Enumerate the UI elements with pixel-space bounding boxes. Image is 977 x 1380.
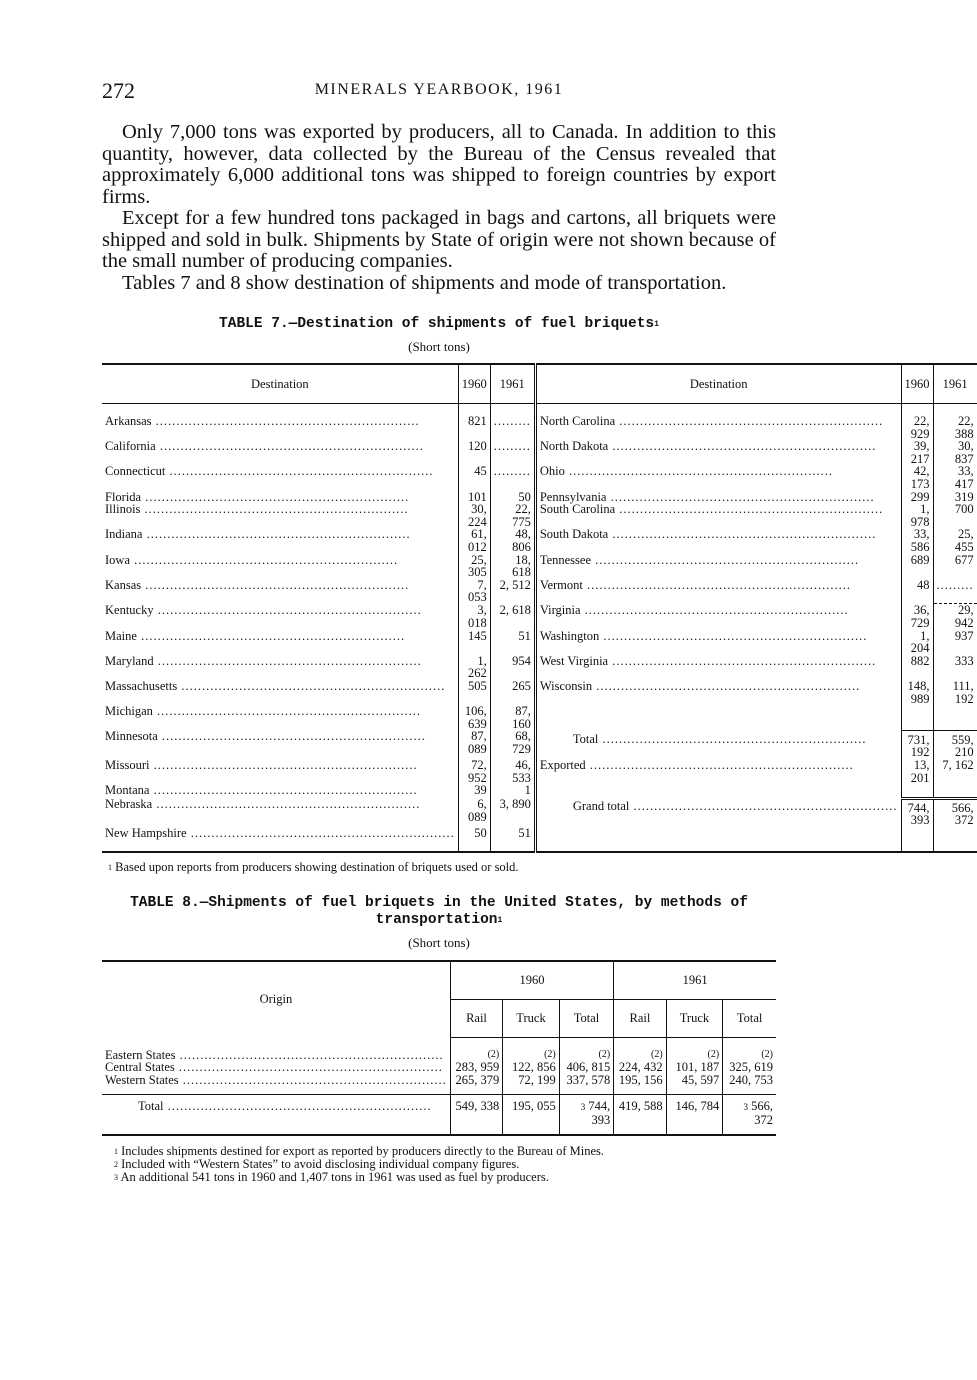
value-cell: 30, 224 — [458, 503, 490, 528]
spacer-cell — [614, 1037, 666, 1049]
row-label: Grand total ..... — [573, 799, 898, 813]
value-cell: 36, 729 — [901, 604, 933, 630]
row-label-cell — [102, 415, 458, 440]
paragraph: Tables 7 and 8 show destination of shipments and mode of transportation. — [122, 271, 727, 294]
value-cell: 72, 199 — [503, 1074, 560, 1087]
col-header-truck: Truck — [503, 999, 560, 1037]
value-cell: 111, 192 — [933, 680, 977, 705]
row-label: Kansas ..... — [105, 578, 409, 592]
value-cell: 22, 388 — [933, 415, 977, 440]
footnote-text: Includes shipments destined for export as reported by producers directly to the Bureau of Mines. — [121, 1143, 604, 1158]
value-cell: 101, 187 — [666, 1061, 723, 1074]
row-label: Total ..... — [138, 1099, 432, 1113]
spacer-cell — [933, 840, 977, 852]
spacer-cell — [666, 1086, 723, 1095]
value-cell: 48, 806 — [490, 528, 535, 553]
table-row — [102, 554, 977, 579]
value-cell: 744, 393 — [901, 798, 933, 827]
value-cell: 29, 942 — [933, 604, 977, 630]
table-row — [102, 630, 977, 655]
value: 146, 784 — [675, 1099, 720, 1114]
table-row — [102, 784, 977, 798]
running-title: MINERALS YEARBOOK, 1961 — [314, 81, 564, 98]
col-header-1960: 1960 — [901, 364, 933, 404]
row-label: Minnesota ..... — [105, 729, 426, 743]
value-cell — [666, 1095, 723, 1135]
row-label: Virginia ..... — [540, 603, 849, 617]
total-row — [102, 1095, 776, 1135]
value-cell: 101 — [458, 491, 490, 504]
col-header-rail: Rail — [450, 999, 502, 1037]
spacer-cell — [559, 1086, 613, 1095]
spacer-cell — [723, 1086, 776, 1095]
empty-cell — [933, 784, 977, 798]
row-label-cell — [102, 528, 458, 553]
row-label: Pennsylvania ..... — [540, 490, 875, 504]
table-row — [102, 798, 977, 827]
paragraph: Only 7,000 tons was exported by producers, all to Canada. In addition to this quantity, however, data collected by the Bureau of the Census revealed that approximately 6,000 additional tons was shipped to foreign countries by export firms. — [102, 121, 776, 208]
table8-body — [102, 1037, 776, 1134]
table8-footnotes — [102, 1145, 776, 1184]
row-label: Florida ..... — [105, 490, 409, 504]
col-header-origin: Origin — [259, 992, 293, 1007]
row-label: Kentucky ..... — [105, 603, 422, 617]
spacer-cell — [490, 840, 535, 852]
col-header-1961: 1961 — [614, 961, 776, 1000]
value-cell: 1, 204 — [901, 630, 933, 655]
value-cell: 25, 455 — [933, 528, 977, 553]
row-label-cell — [535, 655, 901, 680]
value-cell: 33, 417 — [933, 465, 977, 490]
row-label: Ohio ..... — [540, 464, 833, 478]
spacer-cell — [535, 840, 901, 852]
value-cell: 1, 262 — [458, 655, 490, 680]
table7-body — [102, 404, 977, 852]
row-label: Arkansas ..... — [105, 414, 420, 428]
value-cell: 677 — [933, 554, 977, 579]
col-header-rail: Rail — [614, 999, 666, 1037]
row-label-cell — [102, 579, 458, 604]
spacer-cell — [723, 1037, 776, 1049]
value-cell: 7, 053 — [458, 579, 490, 604]
row-label: Western States ..... — [105, 1073, 447, 1087]
spacer-row — [102, 1086, 776, 1095]
value-cell: 689 — [901, 554, 933, 579]
table8-header-row-years — [102, 961, 776, 1000]
body-text — [102, 122, 776, 294]
value-cell: 87, 160 — [490, 705, 535, 730]
row-label-cell — [102, 1095, 450, 1135]
footnote-text: An additional 541 tons in 1960 and 1,407 tons in 1961 was used as fuel by producers. — [120, 1169, 549, 1184]
value-cell: (2) — [450, 1049, 502, 1062]
footnote-mark: 3 — [580, 1102, 586, 1113]
value-cell: (2) — [503, 1049, 560, 1062]
value-cell: 87, 089 — [458, 730, 490, 759]
row-label: Missouri ..... — [105, 758, 418, 772]
value-cell: 700 — [933, 503, 977, 528]
value-cell — [614, 1095, 666, 1135]
table-row — [102, 503, 977, 528]
table-row — [102, 827, 977, 840]
value-cell — [723, 1095, 776, 1135]
value-cell: 566, 372 — [933, 798, 977, 827]
value-cell: 299 — [901, 491, 933, 504]
value-cell: 39, 217 — [901, 440, 933, 465]
row-label-cell — [535, 528, 901, 553]
row-label-cell — [535, 730, 901, 759]
row-label-cell — [535, 465, 901, 490]
running-head — [102, 74, 776, 104]
col-header-destination: Destination — [535, 364, 901, 404]
spacer-cell — [458, 840, 490, 852]
row-label-cell — [102, 784, 458, 798]
row-label: Exported ..... — [540, 758, 854, 772]
row-label-cell — [102, 827, 458, 840]
table-row — [102, 730, 977, 759]
value: 744, 393 — [588, 1099, 611, 1127]
value-cell: 18, 618 — [490, 554, 535, 579]
value-cell: 33, 586 — [901, 528, 933, 553]
value-cell: 39 — [458, 784, 490, 798]
value-cell: (2) — [559, 1049, 613, 1062]
page-number: 272 — [102, 78, 135, 103]
value-cell: ......... — [490, 415, 535, 440]
row-label-cell — [102, 630, 458, 655]
table7 — [102, 363, 977, 853]
row-label: West Virginia ..... — [540, 654, 876, 668]
value: 566, 372 — [751, 1099, 773, 1127]
table-row — [102, 705, 977, 730]
value-cell: 51 — [490, 827, 535, 840]
value-cell: 122, 856 — [503, 1061, 560, 1074]
value-cell: 559, 210 — [933, 730, 977, 759]
col-header-truck: Truck — [666, 999, 723, 1037]
table7-title — [102, 316, 776, 333]
footnote — [114, 1171, 776, 1184]
value-cell: 319 — [933, 491, 977, 504]
table-row — [102, 579, 977, 604]
value-cell — [559, 1095, 613, 1135]
value-cell: (2) — [614, 1049, 666, 1062]
row-label: Total ..... — [573, 732, 867, 746]
row-label: Vermont ..... — [540, 578, 851, 592]
value-cell: ......... — [490, 465, 535, 490]
row-label: North Carolina ..... — [540, 414, 883, 428]
paragraph: Except for a few hundred tons packaged in bags and cartons, all briquets were shipped and sold in bulk. Shipments by State of origin were not shown because of the small number of producing companies. — [102, 207, 776, 272]
row-label: South Carolina ..... — [540, 502, 883, 516]
table-row — [102, 528, 977, 553]
row-label: Indiana ..... — [105, 527, 411, 541]
row-label: Maine ..... — [105, 629, 405, 643]
table7-footnote — [102, 861, 776, 874]
value-cell: 954 — [490, 655, 535, 680]
spacer-cell — [503, 1037, 560, 1049]
table8-title-line2 — [102, 912, 776, 929]
spacer-cell — [102, 840, 458, 852]
table-row — [102, 604, 977, 630]
spacer-cell — [102, 1086, 450, 1095]
row-label: Illinois ..... — [105, 502, 409, 516]
footnote-mark: 1 — [108, 862, 112, 872]
empty-cell — [535, 705, 901, 730]
table-row — [102, 759, 977, 784]
value-cell: 22, 775 — [490, 503, 535, 528]
value-cell: 265, 379 — [450, 1074, 502, 1087]
footnote-mark: 3 — [114, 1172, 118, 1182]
col-header-1960: 1960 — [450, 961, 613, 1000]
row-label: Michigan ..... — [105, 704, 421, 718]
value-cell: 25, 305 — [458, 554, 490, 579]
row-label-cell — [102, 1074, 450, 1087]
col-header-total: Total — [559, 999, 613, 1037]
value-cell: 68, 729 — [490, 730, 535, 759]
table8-units: (Short tons) — [408, 934, 470, 950]
row-label-cell — [102, 440, 458, 465]
value-cell: 325, 619 — [723, 1061, 776, 1074]
value: 549, 338 — [455, 1099, 500, 1114]
col-header-total: Total — [723, 999, 776, 1037]
col-header-1961: 1961 — [490, 364, 535, 404]
value-cell — [450, 1095, 502, 1135]
value-cell: 731, 192 — [901, 730, 933, 759]
row-label-cell — [535, 680, 901, 705]
spacer-cell — [450, 1086, 502, 1095]
table7-header-row — [102, 364, 977, 404]
table8-title — [102, 895, 776, 929]
row-label-cell — [535, 554, 901, 579]
table-row — [102, 440, 977, 465]
row-label-cell — [535, 604, 901, 630]
table7-title-text: TABLE 7.—Destination of shipments of fuel briquets — [219, 316, 655, 332]
row-label: Eastern States ..... — [105, 1048, 444, 1062]
row-label-cell — [102, 655, 458, 680]
col-header-1960: 1960 — [458, 364, 490, 404]
value-cell: 106, 639 — [458, 705, 490, 730]
value: 195, 055 — [512, 1099, 556, 1114]
value-cell: 2, 512 — [490, 579, 535, 604]
value-cell: 821 — [458, 415, 490, 440]
value-cell: 882 — [901, 655, 933, 680]
table-row — [102, 415, 977, 440]
value-cell: 72, 952 — [458, 759, 490, 784]
row-label: Washington ..... — [540, 629, 868, 643]
row-label: South Dakota ..... — [540, 527, 877, 541]
value-cell: 6, 089 — [458, 798, 490, 827]
row-label: Central States ..... — [105, 1060, 443, 1074]
value-cell: 240, 753 — [723, 1074, 776, 1087]
value-cell: 145 — [458, 630, 490, 655]
value-cell: 1 — [490, 784, 535, 798]
row-label: Wisconsin ..... — [540, 679, 860, 693]
row-label-cell — [535, 759, 901, 784]
col-header-1961: 1961 — [933, 364, 977, 404]
table-row — [102, 655, 977, 680]
footnote-mark: 2 — [114, 1159, 118, 1169]
value-cell: 333 — [933, 655, 977, 680]
empty-cell — [901, 705, 933, 730]
value-cell: 50 — [458, 827, 490, 840]
row-label-cell — [102, 680, 458, 705]
row-label-cell — [102, 503, 458, 528]
value-cell: (2) — [723, 1049, 776, 1062]
footnote-text: Based upon reports from producers showing destination of briquets used or sold. — [115, 859, 519, 874]
value-cell: 61, 012 — [458, 528, 490, 553]
row-label: Montana ..... — [105, 783, 418, 797]
value-cell — [503, 1095, 560, 1135]
row-label-cell — [102, 604, 458, 630]
value-cell: 195, 156 — [614, 1074, 666, 1087]
value-cell: 1, 978 — [901, 503, 933, 528]
value-cell: 45 — [458, 465, 490, 490]
table7-title-note: 1 — [654, 320, 659, 329]
value-cell: 265 — [490, 680, 535, 705]
value-cell: 337, 578 — [559, 1074, 613, 1087]
value-cell: 3, 890 — [490, 798, 535, 827]
row-label: Connecticut ..... — [105, 464, 434, 478]
row-label-cell — [102, 705, 458, 730]
value-cell: 2, 618 — [490, 604, 535, 630]
row-label: Tennessee ..... — [540, 553, 859, 567]
row-label-cell — [102, 465, 458, 490]
row-label-cell — [102, 798, 458, 827]
row-label-cell — [535, 798, 901, 827]
row-label-cell — [535, 440, 901, 465]
empty-cell — [901, 784, 933, 798]
row-label: North Dakota ..... — [540, 439, 877, 453]
value-cell: 30, 837 — [933, 440, 977, 465]
row-label-cell — [535, 503, 901, 528]
value-cell: ......... — [933, 579, 977, 604]
table7-section — [102, 316, 974, 874]
table8-title-line1: TABLE 8.—Shipments of fuel briquets in the United States, by methods of — [130, 894, 748, 911]
value-cell: 45, 597 — [666, 1074, 723, 1087]
empty-cell — [901, 827, 933, 840]
row-label-cell — [535, 630, 901, 655]
spacer-cell — [614, 1086, 666, 1095]
value-cell: 148, 989 — [901, 680, 933, 705]
table8-title-line2-text: transportation — [375, 911, 498, 928]
empty-cell — [933, 827, 977, 840]
value-cell: 937 — [933, 630, 977, 655]
table7-units: (Short tons) — [408, 339, 470, 354]
table-row — [102, 465, 977, 490]
row-label-cell — [102, 554, 458, 579]
value: 419, 588 — [618, 1099, 663, 1114]
value-cell: 46, 533 — [490, 759, 535, 784]
value-cell: 406, 815 — [559, 1061, 613, 1074]
value-cell: 22, 929 — [901, 415, 933, 440]
table-row — [102, 680, 977, 705]
value-cell: ......... — [490, 440, 535, 465]
footnote-text: Included with “Western States” to avoid disclosing individual company figures. — [121, 1156, 520, 1171]
spacer-cell — [559, 1037, 613, 1049]
document-page — [102, 74, 974, 1184]
table8 — [102, 960, 776, 1136]
empty-cell — [535, 827, 901, 840]
value-cell: 283, 959 — [450, 1061, 502, 1074]
value-cell: 13, 201 — [901, 759, 933, 784]
spacer-cell — [666, 1037, 723, 1049]
table8-section — [102, 895, 776, 1184]
row-label: Massachusetts ..... — [105, 679, 445, 693]
row-label: Nebraska ..... — [105, 797, 420, 811]
spacer-row — [102, 840, 977, 852]
value-cell: 505 — [458, 680, 490, 705]
footnote-mark: 1 — [114, 1146, 118, 1156]
value-cell: 3, 018 — [458, 604, 490, 630]
value-cell: 120 — [458, 440, 490, 465]
row-label-cell — [102, 759, 458, 784]
spacer-cell — [901, 840, 933, 852]
row-label-cell — [535, 415, 901, 440]
footnote-mark: 3 — [743, 1102, 748, 1113]
row-label: Iowa ..... — [105, 553, 398, 567]
value-cell: 224, 432 — [614, 1061, 666, 1074]
table8-title-note: 1 — [497, 915, 503, 925]
table-row — [102, 1074, 776, 1087]
value-cell: (2) — [666, 1049, 723, 1062]
empty-cell — [535, 784, 901, 798]
value-cell: 48 — [901, 579, 933, 604]
empty-cell — [933, 705, 977, 730]
value-cell: 50 — [490, 491, 535, 504]
row-label-cell — [535, 579, 901, 604]
row-label-cell — [102, 730, 458, 759]
row-label: California ..... — [105, 439, 424, 453]
row-label: Maryland ..... — [105, 654, 422, 668]
spacer-cell — [503, 1086, 560, 1095]
value-cell: 51 — [490, 630, 535, 655]
value-cell: 7, 162 — [933, 759, 977, 784]
row-label: New Hampshire ..... — [105, 826, 455, 840]
spacer-cell — [450, 1037, 502, 1049]
value-cell: 42, 173 — [901, 465, 933, 490]
col-header-destination: Destination — [102, 364, 458, 404]
